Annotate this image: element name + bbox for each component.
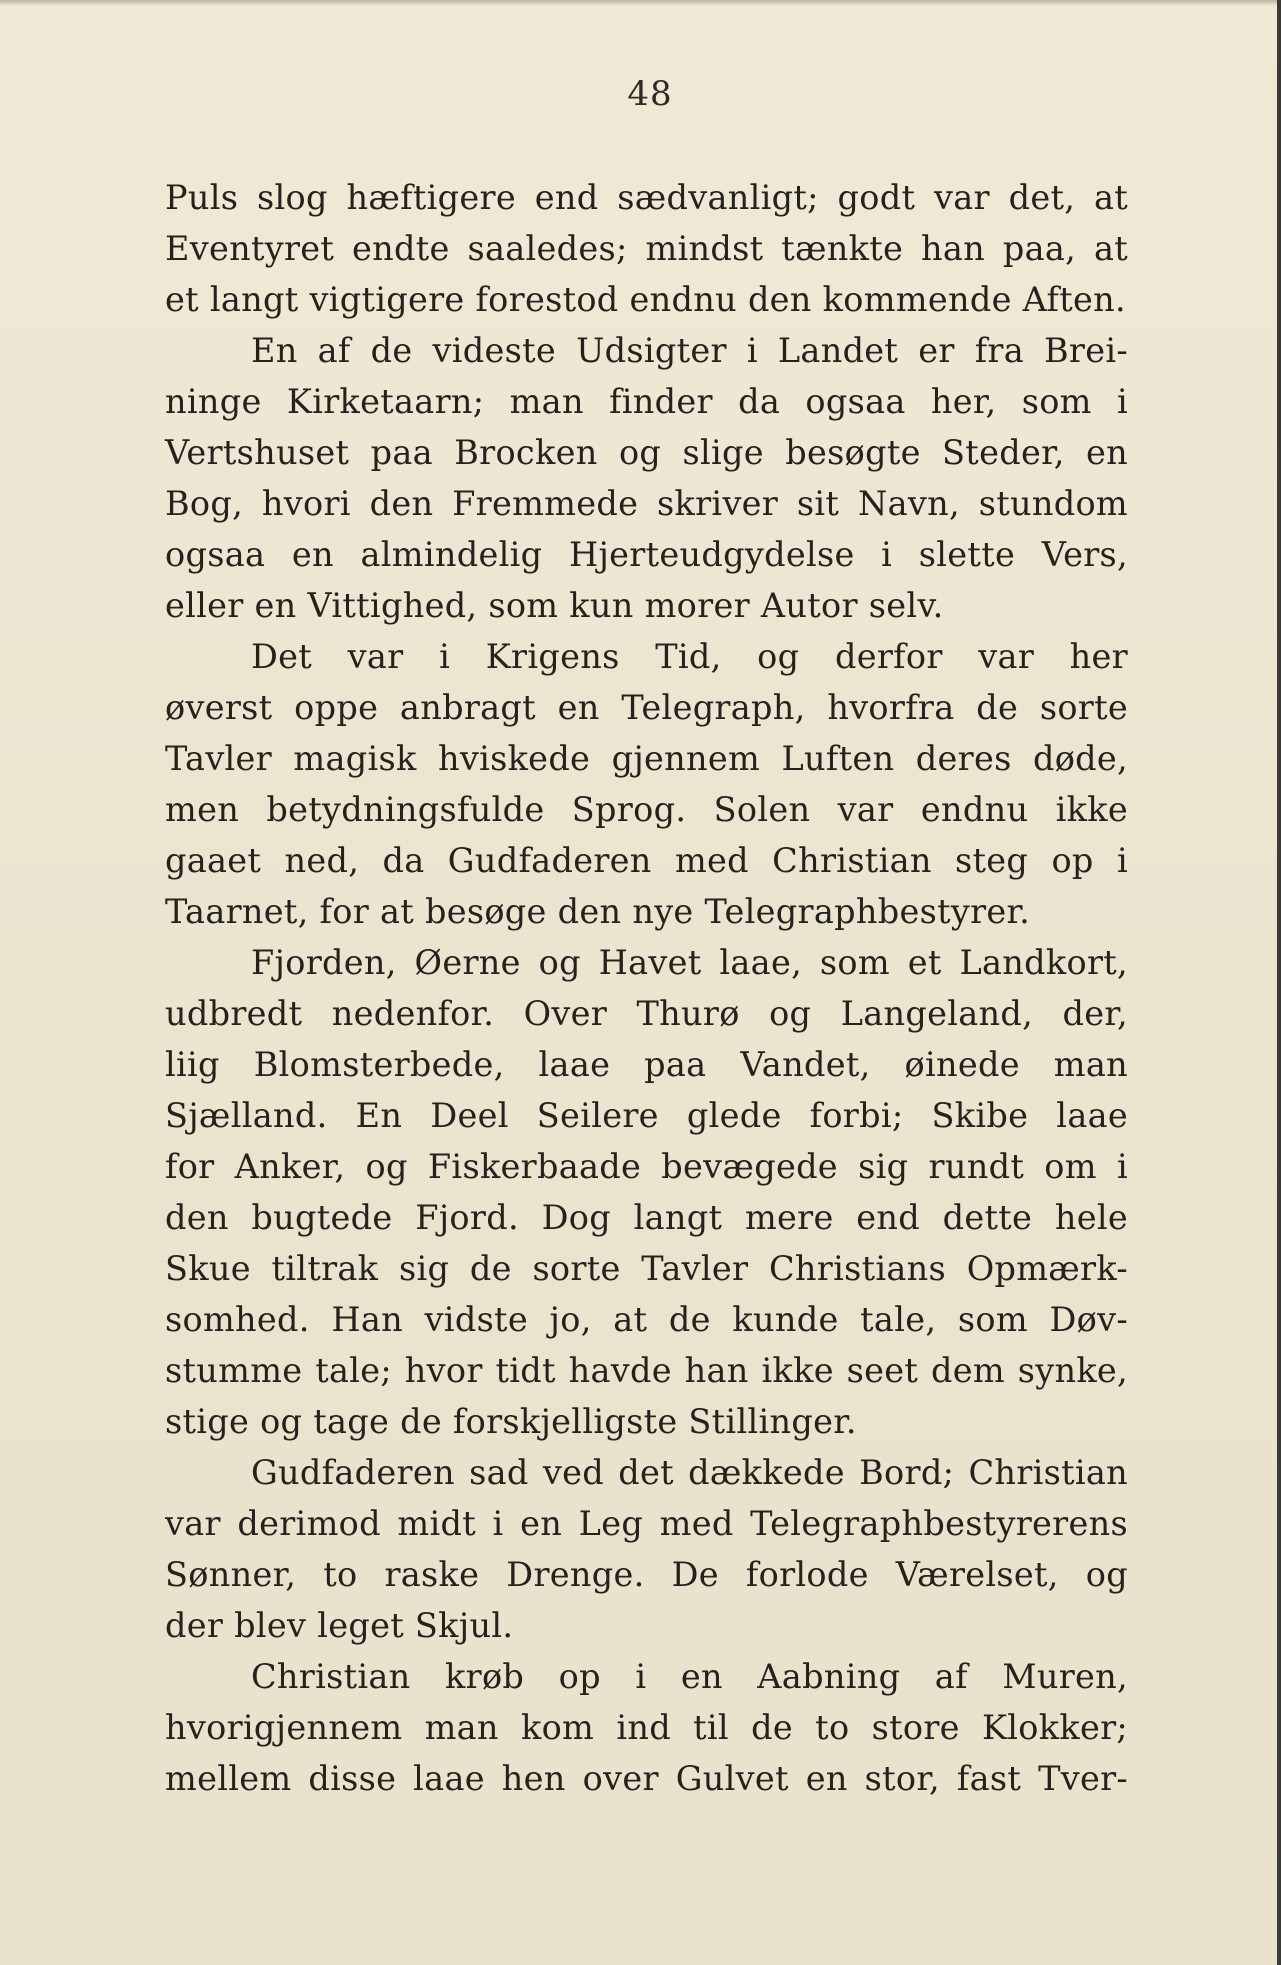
paragraph-3 — [165, 631, 1128, 937]
page-right-edge — [1277, 0, 1281, 1965]
body-text — [165, 172, 1128, 1804]
text-line: et langt vigtigere forestod endnu den kommende Aften. — [165, 280, 1126, 319]
paragraph-1 — [165, 172, 1128, 325]
paragraph-2 — [165, 325, 1128, 631]
text-line: udbredt nedenfor. Over Thurø og Langeland, der, — [165, 994, 1128, 1033]
text-line: mellem disse laae hen over Gulvet en stor, fast Tver- — [165, 1759, 1128, 1798]
page-number: 48 — [627, 74, 673, 114]
text-line: Tavler magisk hviskede gjennem Luften deres døde, — [165, 739, 1128, 778]
text-line: Christian krøb op i en Aabning af Muren, — [251, 1657, 1128, 1696]
text-line: stumme tale; hvor tidt havde han ikke seet dem synke, — [165, 1351, 1128, 1390]
text-line: men betydningsfulde Sprog. Solen var endnu ikke — [165, 790, 1128, 829]
text-line: Puls slog hæftigere end sædvanligt; godt var det, at — [165, 178, 1128, 217]
text-line: var derimod midt i en Leg med Telegraphbestyrerens — [165, 1504, 1128, 1543]
text-line: Fjorden, Øerne og Havet laae, som et Landkort, — [251, 943, 1128, 982]
text-line: Taarnet, for at besøge den nye Telegraphbestyrer. — [165, 892, 1031, 931]
text-line: Eventyret endte saaledes; mindst tænkte han paa, at — [165, 229, 1128, 268]
text-line: Sjælland. En Deel Seilere glede forbi; Skibe laae — [165, 1096, 1128, 1135]
text-line: eller en Vittighed, som kun morer Autor selv. — [165, 586, 944, 625]
text-line: liig Blomsterbede, laae paa Vandet, øinede man — [165, 1045, 1128, 1084]
text-line: stige og tage de forskjelligste Stillinger. — [165, 1402, 857, 1441]
page-top-shadow — [0, 0, 1281, 6]
text-line: hvorigjennem man kom ind til de to store Klokker; — [165, 1708, 1128, 1747]
text-line: Vertshuset paa Brocken og slige besøgte Steder, en — [165, 433, 1128, 472]
text-line: En af de videste Udsigter i Landet er fra Brei- — [251, 331, 1128, 370]
text-line: ogsaa en almindelig Hjerteudgydelse i slette Vers, — [165, 535, 1128, 574]
paragraph-6 — [165, 1651, 1128, 1804]
text-line: den bugtede Fjord. Dog langt mere end dette hele — [165, 1198, 1128, 1237]
text-line: gaaet ned, da Gudfaderen med Christian steg op i — [165, 841, 1128, 880]
text-line: Sønner, to raske Drenge. De forlode Værelset, og — [165, 1555, 1128, 1594]
text-line: Gudfaderen sad ved det dækkede Bord; Christian — [251, 1453, 1128, 1492]
text-line: øverst oppe anbragt en Telegraph, hvorfra de sorte — [165, 688, 1128, 727]
text-line: der blev leget Skjul. — [165, 1606, 514, 1645]
paragraph-4 — [165, 937, 1128, 1447]
paragraph-5 — [165, 1447, 1128, 1651]
text-line: for Anker, og Fiskerbaade bevægede sig rundt om i — [165, 1147, 1128, 1186]
text-line: ninge Kirketaarn; man finder da ogsaa her, som i — [165, 382, 1128, 421]
text-line: Det var i Krigens Tid, og derfor var her — [251, 637, 1128, 676]
text-line: somhed. Han vidste jo, at de kunde tale, som Døv- — [165, 1300, 1128, 1339]
text-line: Skue tiltrak sig de sorte Tavler Christians Opmærk- — [165, 1249, 1128, 1288]
text-line: Bog, hvori den Fremmede skriver sit Navn, stundom — [165, 484, 1128, 523]
